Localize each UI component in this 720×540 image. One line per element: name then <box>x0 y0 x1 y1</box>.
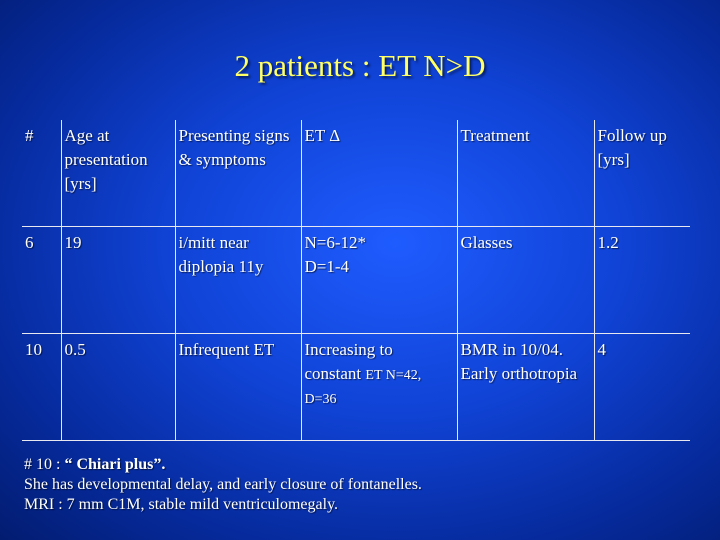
cell-signs: Infrequent ET <box>175 334 301 441</box>
note-diagnosis: “ Chiari plus”. <box>64 456 166 473</box>
case-notes <box>24 455 704 515</box>
treatment-surgery: BMR in 10/04. <box>460 340 563 359</box>
et-near-value: N=6-12* <box>304 233 367 252</box>
cell-et <box>301 334 457 441</box>
cell-number: 6 <box>22 227 61 334</box>
cell-follow-up: 4 <box>594 334 690 441</box>
patients-table <box>22 120 690 441</box>
header-treatment: Treatment <box>457 120 594 227</box>
slide-title: 2 patients : ET N>D <box>234 48 486 83</box>
note-line-1 <box>24 455 704 475</box>
cell-treatment: Glasses <box>457 227 594 334</box>
cell-age: 19 <box>61 227 175 334</box>
note-line-3: MRI : 7 mm C1M, stable mild ventriculomegaly. <box>24 496 339 513</box>
header-age: Age at presentation [yrs] <box>61 120 175 227</box>
cell-et <box>301 227 457 334</box>
et-near-value: ET N=42, <box>365 368 422 383</box>
table-header-row <box>22 120 690 227</box>
header-et-delta: ET Δ <box>301 120 457 227</box>
header-signs: Presenting signs & symptoms <box>175 120 301 227</box>
table-row <box>22 227 690 334</box>
cell-follow-up: 1.2 <box>594 227 690 334</box>
table-row <box>22 334 690 441</box>
et-distance-value: D=1-4 <box>304 257 350 276</box>
et-distance-value: D=36 <box>304 392 337 407</box>
treatment-outcome: Early orthotropia <box>460 364 578 383</box>
header-number: # <box>22 120 61 227</box>
note-line-2: She has developmental delay, and early closure of fontanelles. <box>24 476 422 493</box>
cell-number: 10 <box>22 334 61 441</box>
cell-age: 0.5 <box>61 334 175 441</box>
cell-signs: i/mitt near diplopia 11y <box>175 227 301 334</box>
note-case-label: # 10 : <box>24 456 65 473</box>
header-follow-up: Follow up [yrs] <box>594 120 690 227</box>
et-description: Increasing to constant <box>304 340 393 383</box>
cell-treatment <box>457 334 594 441</box>
